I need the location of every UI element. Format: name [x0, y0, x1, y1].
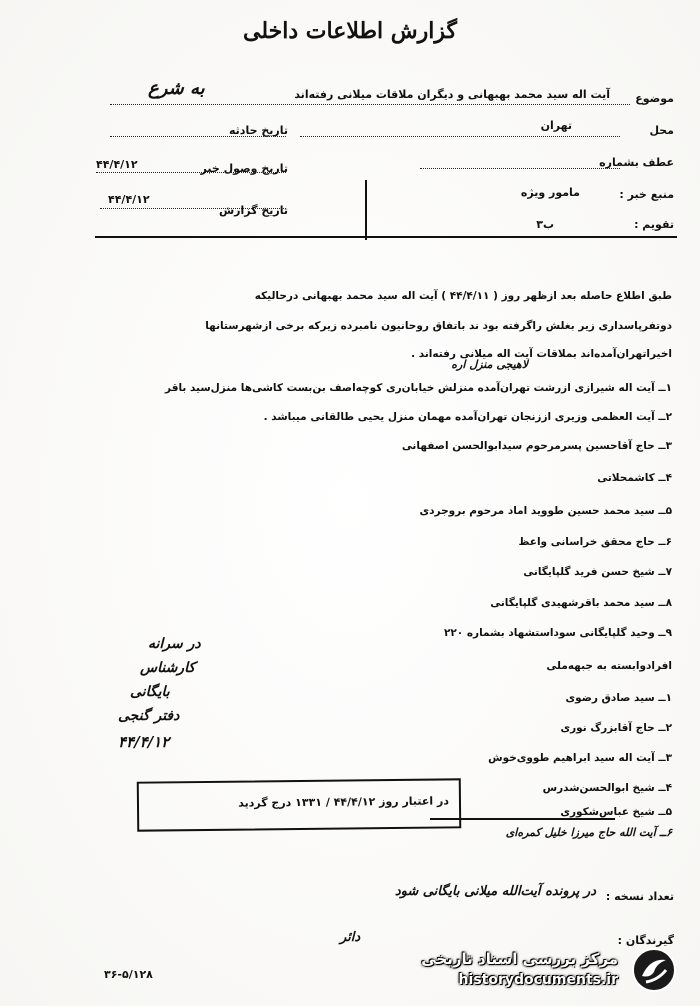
registration-stamp	[137, 778, 462, 831]
source-value: مامور ویژه	[520, 186, 580, 199]
list-item: ۲ــ حاج آقابزرگ نوری	[560, 722, 672, 734]
news-receipt-label: تاریخ وصول خبر	[200, 162, 288, 175]
header-divider-vertical	[365, 180, 367, 240]
following-label: عطف بشماره	[599, 156, 674, 169]
body-line-1: طبق اطلاع حاصله بعد ازظهر روز ( ۴۴/۴/۱۱ ) آیت اله سید محمد بهبهانی درحالیکه	[254, 290, 672, 302]
news-receipt-line	[96, 172, 286, 173]
list-item: ۲ــ آیت العظمی وزیری اززنجان تهران‌آمده مهمان منزل یحیی طالقانی میباشد .	[263, 411, 672, 423]
assessment-label: تقویم :	[634, 218, 674, 231]
body-line-3: اخیراتهران‌آمده‌اند بملاقات آیت اله میلانی رفته‌اند .	[411, 348, 672, 360]
recipients-handwritten: دائر	[340, 930, 361, 945]
header-divider	[95, 236, 677, 238]
following-line	[420, 168, 620, 169]
news-receipt-value: ۴۴/۴/۱۲	[96, 158, 138, 171]
copies-handwritten: در پرونده آیت‌الله میلانی بایگانی شود	[394, 884, 596, 899]
list-item: ۱ــ سید صادق رضوی	[565, 692, 672, 704]
document-number: ۳۶-۵/۱۲۸	[104, 968, 153, 981]
subject-value: آیت اله سید محمد بهبهانی و دیگران ملاقات میلانی رفته‌اند	[294, 88, 610, 101]
page-title: گزارش اطلاعات داخلی	[243, 18, 457, 44]
watermark-title: مرکز بررسی اسناد تاریخی	[421, 950, 618, 968]
subject-handwritten: به شرع	[148, 78, 205, 99]
list-item: ۳ــ حاج آقاحسین پسرمرحوم سیدابوالحسن اصفهانی	[401, 440, 672, 452]
report-date-label: تاریخ گزارش	[218, 204, 288, 217]
recipients-label: گیرندگان :	[617, 934, 674, 947]
report-date-line	[100, 208, 286, 209]
archive-logo-icon	[630, 946, 678, 994]
list-item: ۴ــ کاشمحلاتی	[597, 472, 672, 484]
copies-label: تعداد نسخه :	[605, 890, 674, 903]
incident-date-label: تاریخ حادثه	[229, 124, 288, 137]
assessment-value: ب۳	[536, 218, 554, 231]
incident-date-line	[110, 136, 286, 137]
affiliated-heading: افرادوابسته به جبهه‌ملی	[546, 660, 672, 672]
list-item: ۶ــ حاج محقق خراسانی واعظ	[518, 536, 672, 548]
watermark-url: historydocuments.ir	[458, 972, 618, 988]
place-value: تهران	[540, 119, 572, 132]
margin-note: لاهیجی منزل اره	[451, 358, 528, 371]
stamp-text: در اعتبار روز ۴۴/۴/۱۲ / ۱۳۳۱ درج گردید	[238, 794, 450, 810]
place-label: محل	[649, 124, 674, 137]
handwritten-note: بایگانی	[130, 684, 170, 700]
list-item: ۷ــ شیخ حسن فرید گلپایگانی	[523, 566, 672, 578]
subject-line	[110, 104, 630, 105]
handwritten-note: دفتر گنجی	[118, 708, 180, 724]
subject-label: موضوع	[635, 92, 674, 105]
list-item: ۱ــ آیت اله شیرازی ازرشت تهران‌آمده منزلش خیابان‌ری کوچه‌اصف بن‌بست کاشی‌ها منزل‌سید باقر	[165, 382, 672, 394]
list-item: ۹ــ وحید گلپایگانی سوداستشهاد بشماره ۲۲۰	[443, 627, 672, 639]
list-item: ۳ــ آیت اله سید ابراهیم طووی‌خوش	[488, 752, 672, 764]
list-item: ۴ــ شیخ ابوالحسن‌شدرس	[542, 782, 672, 794]
list-item: ۸ــ سید محمد باقرشهیدی گلپایگانی	[490, 597, 672, 609]
handwritten-note: در سرانه	[148, 636, 201, 652]
list-item: ۵ــ شیخ عباس‌شکوری	[560, 806, 672, 818]
report-date-value: ۴۴/۴/۱۲	[108, 193, 150, 206]
list-item: ۵ــ سید محمد حسین طووید اماد مرحوم بروجردی	[419, 505, 672, 517]
list-item: ۶ــ آیت‌ الله حاج میرزا خلیل کمره‌ای	[505, 826, 672, 839]
handwritten-note: کارشناس	[140, 660, 196, 676]
body-line-2: دوتفرپاسداری زیر بغلش راگرفته بود ند باتفاق روحانیون نامبرده زیرکه برخی ازشهرستانها	[205, 320, 672, 332]
source-label: منبع خبر :	[619, 188, 674, 201]
place-line	[300, 136, 620, 137]
handwritten-date: ۴۴/۴/۱۲	[118, 733, 170, 751]
